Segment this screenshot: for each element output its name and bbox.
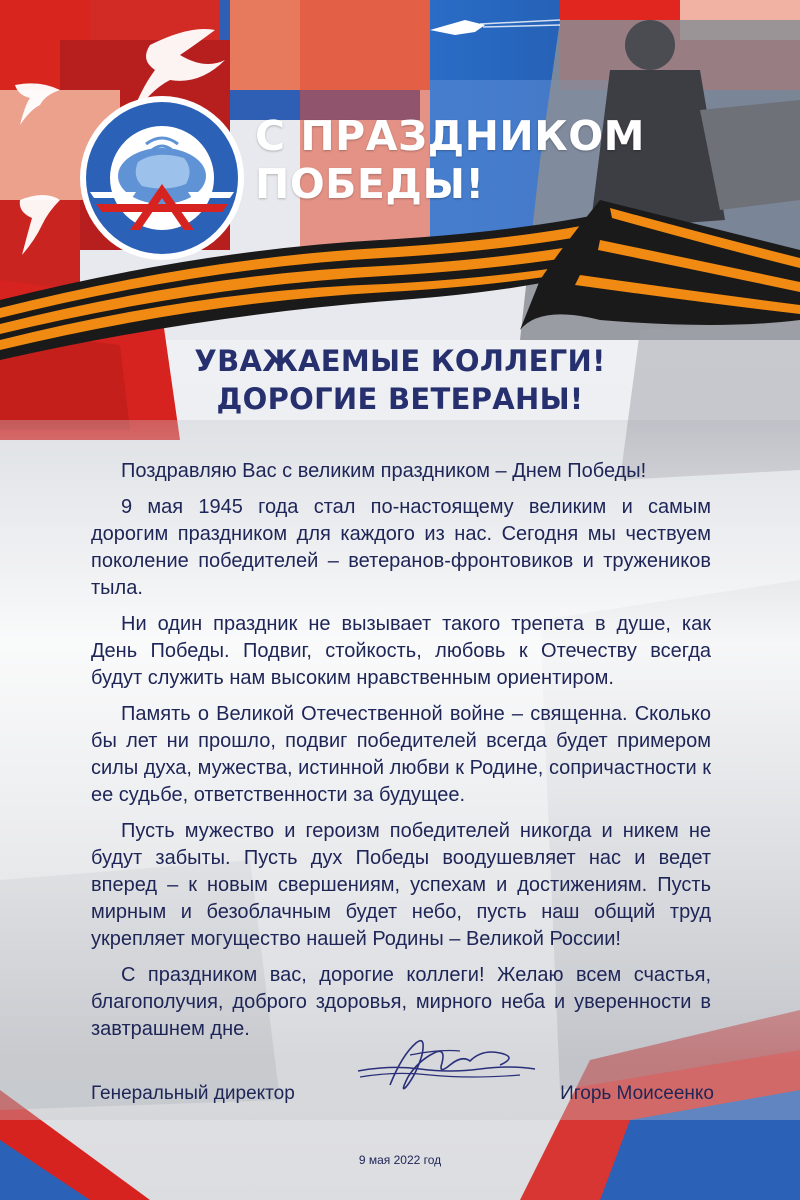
signer-position: Генеральный директор — [91, 1083, 295, 1104]
signature-row — [0, 1083, 800, 1111]
letter-title — [0, 342, 800, 418]
orvd-logo-icon — [76, 92, 248, 264]
title-line-2: ДОРОГИЕ ВЕТЕРАНЫ! — [216, 382, 584, 416]
paragraph-1: Поздравляю Вас с великим праздником – Днем Победы! — [121, 460, 647, 482]
letter-body — [91, 458, 711, 1052]
paragraph-4: Память о Великой Отечественной войне – священна. Сколько бы лет ни прошло, подвиг победителей всегда будет примером силы духа, мужества, истинной любви к Родине, сопричастности к ее судьбе, ответственности за будущее. — [91, 703, 711, 806]
paragraph-2: 9 мая 1945 года стал по-настоящему великим и самым дорогим праздником для каждого из нас. Сегодня мы чествуем поколение победителей – ветеранов-фронтовиков и тружеников тыла. — [91, 496, 711, 599]
holiday-headline — [255, 112, 645, 208]
paragraph-6: С праздником вас, дорогие коллеги! Желаю всем счастья, благополучия, доброго здоровья, мирного неба и уверенности в завтрашнем дне. — [91, 964, 711, 1040]
signer-name: Игорь Моисеенко — [560, 1083, 714, 1104]
title-line-1: УВАЖАЕМЫЕ КОЛЛЕГИ! — [194, 344, 606, 378]
paragraph-5: Пусть мужество и героизм победителей никогда и никем не будут забыты. Пусть дух Победы воодушевляет нас и ведет вперед – к новым свершениям, успехам и достижениям. Пусть мирным и безоблачным будет небо, пусть наш общий труд укрепляет могущество нашей Родины – Великой России! — [91, 820, 711, 950]
headline-line-2: ПОБЕДЫ! — [255, 160, 485, 208]
paragraph-3: Ни один праздник не вызывает такого трепета в душе, как День Победы. Подвиг, стойкость, любовь к Отечеству всегда будут служить нам высоким нравственным ориентиром. — [91, 613, 711, 689]
headline-line-1: С ПРАЗДНИКОМ — [255, 112, 645, 160]
letter-date: 9 мая 2022 год — [358, 1153, 442, 1167]
